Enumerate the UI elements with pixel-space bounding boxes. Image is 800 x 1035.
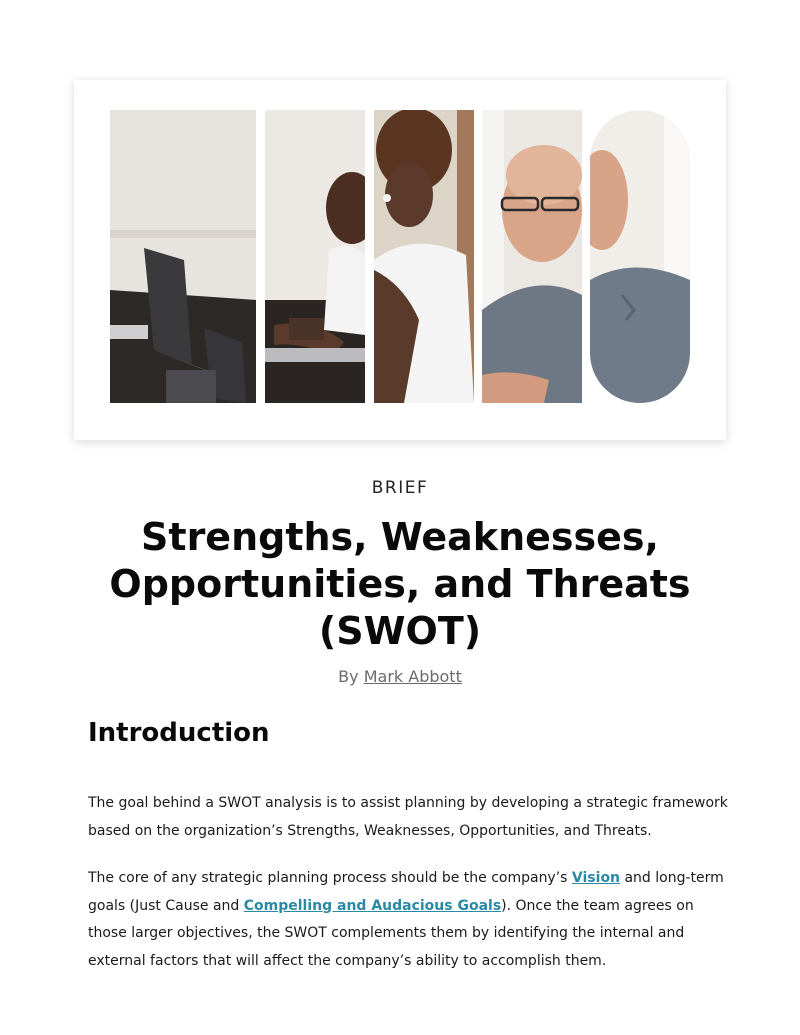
article-eyebrow: BRIEF	[371, 478, 429, 498]
p2-text-a: The core of any strategic planning process should be the company’s	[88, 870, 572, 886]
photo-strip-4	[482, 110, 582, 403]
intro-paragraph-2	[88, 865, 728, 975]
intro-paragraph-1: The goal behind a SWOT analysis is to assist planning by developing a strategic framework based on the organization’s Strengths, Weaknesses, Opportunities, and Threats.	[88, 795, 728, 839]
author-link[interactable]: Mark Abbott	[363, 667, 462, 686]
byline-prefix: By	[338, 667, 359, 686]
photo-strip-5	[576, 110, 690, 403]
photo-strip-1	[110, 110, 256, 403]
p2-text-c: ). Once the team agrees on those larger objectives, the SWOT complements them by identifying the internal and external factors that will affect the company’s ability to accomplish them.	[88, 897, 694, 969]
photo-strip-3	[374, 108, 474, 403]
section-heading-introduction: Introduction	[88, 718, 270, 748]
photo-strip-2	[265, 110, 378, 403]
hero-image-card	[74, 80, 726, 440]
byline	[0, 667, 800, 686]
article-title: Strengths, Weaknesses, Opportunities, and Threats (SWOT)	[109, 515, 691, 653]
hero-photo-strips	[74, 80, 726, 440]
vision-link[interactable]: Vision	[571, 870, 621, 886]
p2-text-b: and long-term goals (Just Cause and	[88, 870, 724, 914]
compelling-goals-link[interactable]: Compelling and Audacious Goals	[243, 897, 502, 914]
